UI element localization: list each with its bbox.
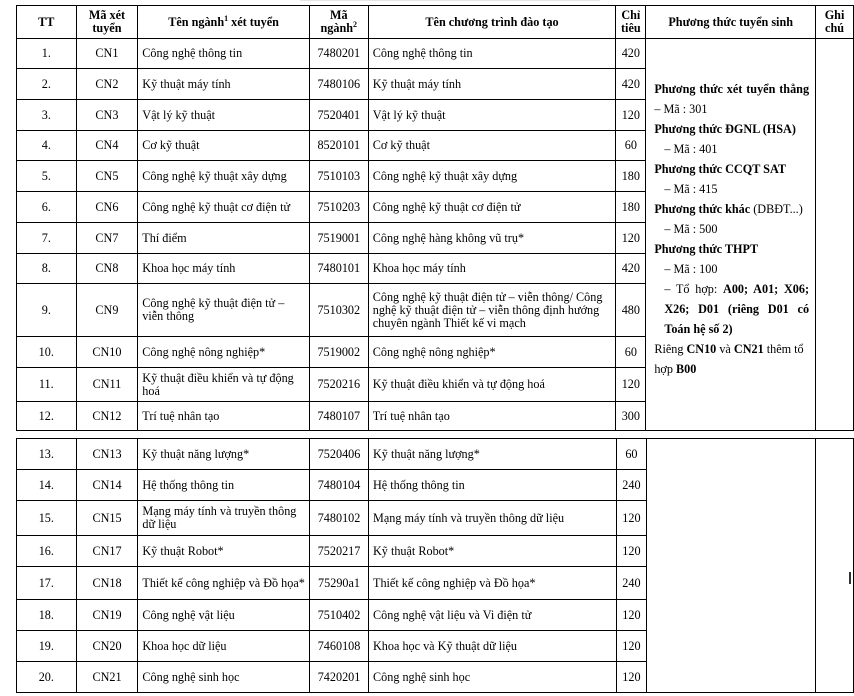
cell-ma: CN20 bbox=[76, 631, 138, 662]
cell-chuong-trinh: Công nghệ kỹ thuật xây dựng bbox=[368, 161, 616, 192]
admission-methods-cell bbox=[646, 39, 816, 431]
cell-tt: 18. bbox=[17, 600, 77, 631]
cell-nganh: Công nghệ thông tin bbox=[138, 39, 310, 69]
cell-chuong-trinh: Kỹ thuật năng lượng* bbox=[369, 439, 617, 470]
cell-ma-nganh: 7480104 bbox=[310, 470, 369, 501]
cell-chuong-trinh: Công nghệ kỹ thuật cơ điện tử bbox=[368, 192, 616, 223]
cell-chi-tieu: 120 bbox=[616, 631, 646, 662]
cell-nganh: Công nghệ kỹ thuật cơ điện tử bbox=[138, 192, 310, 223]
cell-ma: CN2 bbox=[76, 69, 138, 100]
header-ten-nganh: Tên ngành$^1$ xét tuyển bbox=[138, 6, 310, 39]
cell-chi-tieu: 120 bbox=[616, 501, 646, 536]
cell-tt: 9. bbox=[17, 284, 77, 337]
note-and: và bbox=[716, 342, 734, 356]
cell-chi-tieu: 60 bbox=[616, 337, 646, 368]
methods-cell-continued bbox=[646, 439, 815, 693]
cell-ma: CN5 bbox=[76, 161, 138, 192]
cell-tt: 19. bbox=[17, 631, 77, 662]
text-cursor-mark bbox=[849, 572, 851, 584]
cell-ma-nganh: 7480201 bbox=[309, 39, 368, 69]
cell-chuong-trinh: Kỹ thuật điều khiển và tự động hoá bbox=[368, 368, 616, 402]
method-2-code: – Mã : 401 bbox=[664, 142, 718, 156]
header-ghi-chu: Ghi chú bbox=[816, 6, 854, 39]
ghi-chu-cell bbox=[816, 39, 854, 431]
cell-nganh: Khoa học máy tính bbox=[138, 254, 310, 284]
method-4-name: Phương thức khác bbox=[654, 202, 751, 216]
cell-ma: CN18 bbox=[76, 567, 138, 600]
cell-ma: CN9 bbox=[76, 284, 138, 337]
method-4-note: (DBĐT...) bbox=[750, 202, 803, 216]
header-tt: TT bbox=[17, 6, 77, 39]
cell-chi-tieu: 120 bbox=[616, 100, 646, 131]
cell-nganh: Kỹ thuật máy tính bbox=[138, 69, 310, 100]
cell-ma: CN13 bbox=[76, 439, 138, 470]
cell-chi-tieu: 120 bbox=[616, 223, 646, 254]
cell-chi-tieu: 60 bbox=[616, 131, 646, 161]
cell-ma-nganh: 7460108 bbox=[310, 631, 369, 662]
cell-chi-tieu: 60 bbox=[616, 439, 646, 470]
cell-ma-nganh: 7420201 bbox=[310, 662, 369, 693]
cell-chuong-trinh: Vật lý kỹ thuật bbox=[368, 100, 616, 131]
cell-chuong-trinh: Trí tuệ nhân tạo bbox=[368, 402, 616, 431]
cell-tt: 16. bbox=[17, 536, 77, 567]
cell-chuong-trinh: Khoa học và Kỹ thuật dữ liệu bbox=[369, 631, 617, 662]
cell-chi-tieu: 120 bbox=[616, 600, 646, 631]
cell-nganh: Công nghệ sinh học bbox=[138, 662, 310, 693]
note-prefix: Riêng bbox=[654, 342, 687, 356]
cell-nganh: Công nghệ kỹ thuật xây dựng bbox=[138, 161, 310, 192]
cell-ma: CN10 bbox=[76, 337, 138, 368]
cell-ma-nganh: 7480107 bbox=[309, 402, 368, 431]
cell-chi-tieu: 420 bbox=[616, 39, 646, 69]
cell-chuong-trinh: Cơ kỹ thuật bbox=[368, 131, 616, 161]
cell-tt: 6. bbox=[17, 192, 77, 223]
note-cn10: CN10 bbox=[686, 342, 717, 356]
cell-nganh: Thiết kế công nghiệp và Đồ họa* bbox=[138, 567, 310, 600]
cell-ma-nganh: 7510103 bbox=[309, 161, 368, 192]
method-1-code: – Mã : 301 bbox=[654, 102, 708, 116]
cell-chuong-trinh: Mạng máy tính và truyền thông dữ liệu bbox=[369, 501, 617, 536]
cell-nganh: Vật lý kỹ thuật bbox=[138, 100, 310, 131]
cell-chuong-trinh: Kỹ thuật máy tính bbox=[368, 69, 616, 100]
cell-chi-tieu: 420 bbox=[616, 254, 646, 284]
cell-ma-nganh: 7519001 bbox=[309, 223, 368, 254]
cell-tt: 8. bbox=[17, 254, 77, 284]
method-1-name: Phương thức xét tuyển thẳng bbox=[654, 82, 810, 96]
cell-tt: 1. bbox=[17, 39, 77, 69]
cell-ma: CN19 bbox=[76, 600, 138, 631]
cell-tt: 11. bbox=[17, 368, 77, 402]
cell-tt: 12. bbox=[17, 402, 77, 431]
cell-nganh: Thí điểm bbox=[138, 223, 310, 254]
header-phuong-thuc: Phương thức tuyển sinh bbox=[646, 6, 816, 39]
cell-chuong-trinh: Kỹ thuật Robot* bbox=[369, 536, 617, 567]
combo-label: – Tổ hợp: bbox=[664, 282, 724, 296]
header-chuong-trinh: Tên chương trình đào tạo bbox=[368, 6, 616, 39]
cell-chi-tieu: 180 bbox=[616, 161, 646, 192]
cell-ma-nganh: 7480102 bbox=[310, 501, 369, 536]
cell-ma-nganh: 7510402 bbox=[310, 600, 369, 631]
combo-list: A00; A01; X06; X26; D01 (riêng D01 có Toán hệ số 2) bbox=[664, 282, 810, 336]
cell-tt: 10. bbox=[17, 337, 77, 368]
cell-chi-tieu: 300 bbox=[616, 402, 646, 431]
cell-ma-nganh: 75290a1 bbox=[310, 567, 369, 600]
cell-chuong-trinh: Công nghệ kỹ thuật điện tử – viễn thông/ Công nghệ kỹ thuật điện tử – viễn thông định hướng chuyên ngành Thiết kế vi mạch bbox=[368, 284, 616, 337]
cell-ma: CN8 bbox=[76, 254, 138, 284]
cell-ma: CN3 bbox=[76, 100, 138, 131]
cell-chuong-trinh: Công nghệ thông tin bbox=[368, 39, 616, 69]
cell-ma-nganh: 7510302 bbox=[309, 284, 368, 337]
cell-ma-nganh: 7480106 bbox=[309, 69, 368, 100]
cell-ma: CN6 bbox=[76, 192, 138, 223]
note-cn21: CN21 bbox=[733, 342, 764, 356]
method-2-name: Phương thức ĐGNL (HSA) bbox=[654, 122, 796, 136]
cell-tt: 13. bbox=[17, 439, 77, 470]
cell-tt: 2. bbox=[17, 69, 77, 100]
method-3-name: Phương thức CCQT SAT bbox=[654, 162, 786, 176]
cell-ma-nganh: 7520217 bbox=[310, 536, 369, 567]
cell-tt: 17. bbox=[17, 567, 77, 600]
admission-table-part-1 bbox=[16, 5, 854, 431]
cell-nganh: Trí tuệ nhân tạo bbox=[138, 402, 310, 431]
cell-ma-nganh: 7480101 bbox=[309, 254, 368, 284]
method-5-code: – Mã : 100 bbox=[664, 262, 718, 276]
cell-chuong-trinh: Hệ thống thông tin bbox=[369, 470, 617, 501]
cell-chuong-trinh: Thiết kế công nghiệp và Đồ họa* bbox=[369, 567, 617, 600]
page-top-fragment bbox=[300, 0, 600, 4]
cell-tt: 5. bbox=[17, 161, 77, 192]
cell-nganh: Kỹ thuật điều khiển và tự động hoá bbox=[138, 368, 310, 402]
table-row bbox=[17, 39, 854, 69]
cell-nganh: Kỹ thuật Robot* bbox=[138, 536, 310, 567]
cell-ma-nganh: 7520406 bbox=[310, 439, 369, 470]
cell-ma: CN7 bbox=[76, 223, 138, 254]
admission-table-part-2 bbox=[16, 438, 854, 693]
cell-chi-tieu: 420 bbox=[616, 69, 646, 100]
table-row bbox=[17, 439, 854, 470]
cell-tt: 20. bbox=[17, 662, 77, 693]
cell-nganh: Công nghệ nông nghiệp* bbox=[138, 337, 310, 368]
cell-ma: CN17 bbox=[76, 536, 138, 567]
cell-nganh: Mạng máy tính và truyền thông dữ liệu bbox=[138, 501, 310, 536]
header-ma-xet-tuyen: Mã xét tuyển bbox=[76, 6, 138, 39]
cell-chi-tieu: 120 bbox=[616, 662, 646, 693]
cell-ma-nganh: 7510203 bbox=[309, 192, 368, 223]
cell-nganh: Hệ thống thông tin bbox=[138, 470, 310, 501]
cell-chuong-trinh: Công nghệ hàng không vũ trụ* bbox=[368, 223, 616, 254]
note-b00: B00 bbox=[676, 362, 697, 376]
cell-chuong-trinh: Công nghệ sinh học bbox=[369, 662, 617, 693]
cell-chi-tieu: 120 bbox=[616, 368, 646, 402]
cell-tt: 4. bbox=[17, 131, 77, 161]
method-4-code: – Mã : 500 bbox=[664, 222, 718, 236]
cell-ma-nganh: 8520101 bbox=[309, 131, 368, 161]
cell-ma: CN4 bbox=[76, 131, 138, 161]
cell-ma: CN1 bbox=[76, 39, 138, 69]
cell-tt: 14. bbox=[17, 470, 77, 501]
cell-chuong-trinh: Công nghệ nông nghiệp* bbox=[368, 337, 616, 368]
ghi-chu-cell-continued bbox=[816, 439, 854, 693]
cell-ma-nganh: 7519002 bbox=[309, 337, 368, 368]
cell-ma-nganh: 7520401 bbox=[309, 100, 368, 131]
cell-nganh: Công nghệ kỹ thuật điện tử – viễn thông bbox=[138, 284, 310, 337]
cell-tt: 15. bbox=[17, 501, 77, 536]
cell-ma: CN14 bbox=[76, 470, 138, 501]
note-mid: thêm tổ hợp bbox=[654, 342, 804, 376]
cell-nganh: Công nghệ vật liệu bbox=[138, 600, 310, 631]
cell-nganh: Khoa học dữ liệu bbox=[138, 631, 310, 662]
header-chi-tieu: Chỉ tiêu bbox=[616, 6, 646, 39]
cell-nganh: Cơ kỹ thuật bbox=[138, 131, 310, 161]
cell-chi-tieu: 240 bbox=[616, 567, 646, 600]
method-3-code: – Mã : 415 bbox=[664, 182, 718, 196]
header-row bbox=[17, 6, 854, 39]
cell-tt: 3. bbox=[17, 100, 77, 131]
cell-nganh: Kỹ thuật năng lượng* bbox=[138, 439, 310, 470]
header-ma-nganh: Mã ngành$^2$ bbox=[309, 6, 368, 39]
cell-chi-tieu: 480 bbox=[616, 284, 646, 337]
cell-chuong-trinh: Khoa học máy tính bbox=[368, 254, 616, 284]
cell-chi-tieu: 240 bbox=[616, 470, 646, 501]
cell-ma: CN11 bbox=[76, 368, 138, 402]
method-5-name: Phương thức THPT bbox=[654, 242, 759, 256]
cell-ma-nganh: 7520216 bbox=[309, 368, 368, 402]
cell-ma: CN12 bbox=[76, 402, 138, 431]
cell-chuong-trinh: Công nghệ vật liệu và Vi điện tử bbox=[369, 600, 617, 631]
cell-ma: CN15 bbox=[76, 501, 138, 536]
cell-tt: 7. bbox=[17, 223, 77, 254]
cell-chi-tieu: 120 bbox=[616, 536, 646, 567]
cell-ma: CN21 bbox=[76, 662, 138, 693]
cell-chi-tieu: 180 bbox=[616, 192, 646, 223]
